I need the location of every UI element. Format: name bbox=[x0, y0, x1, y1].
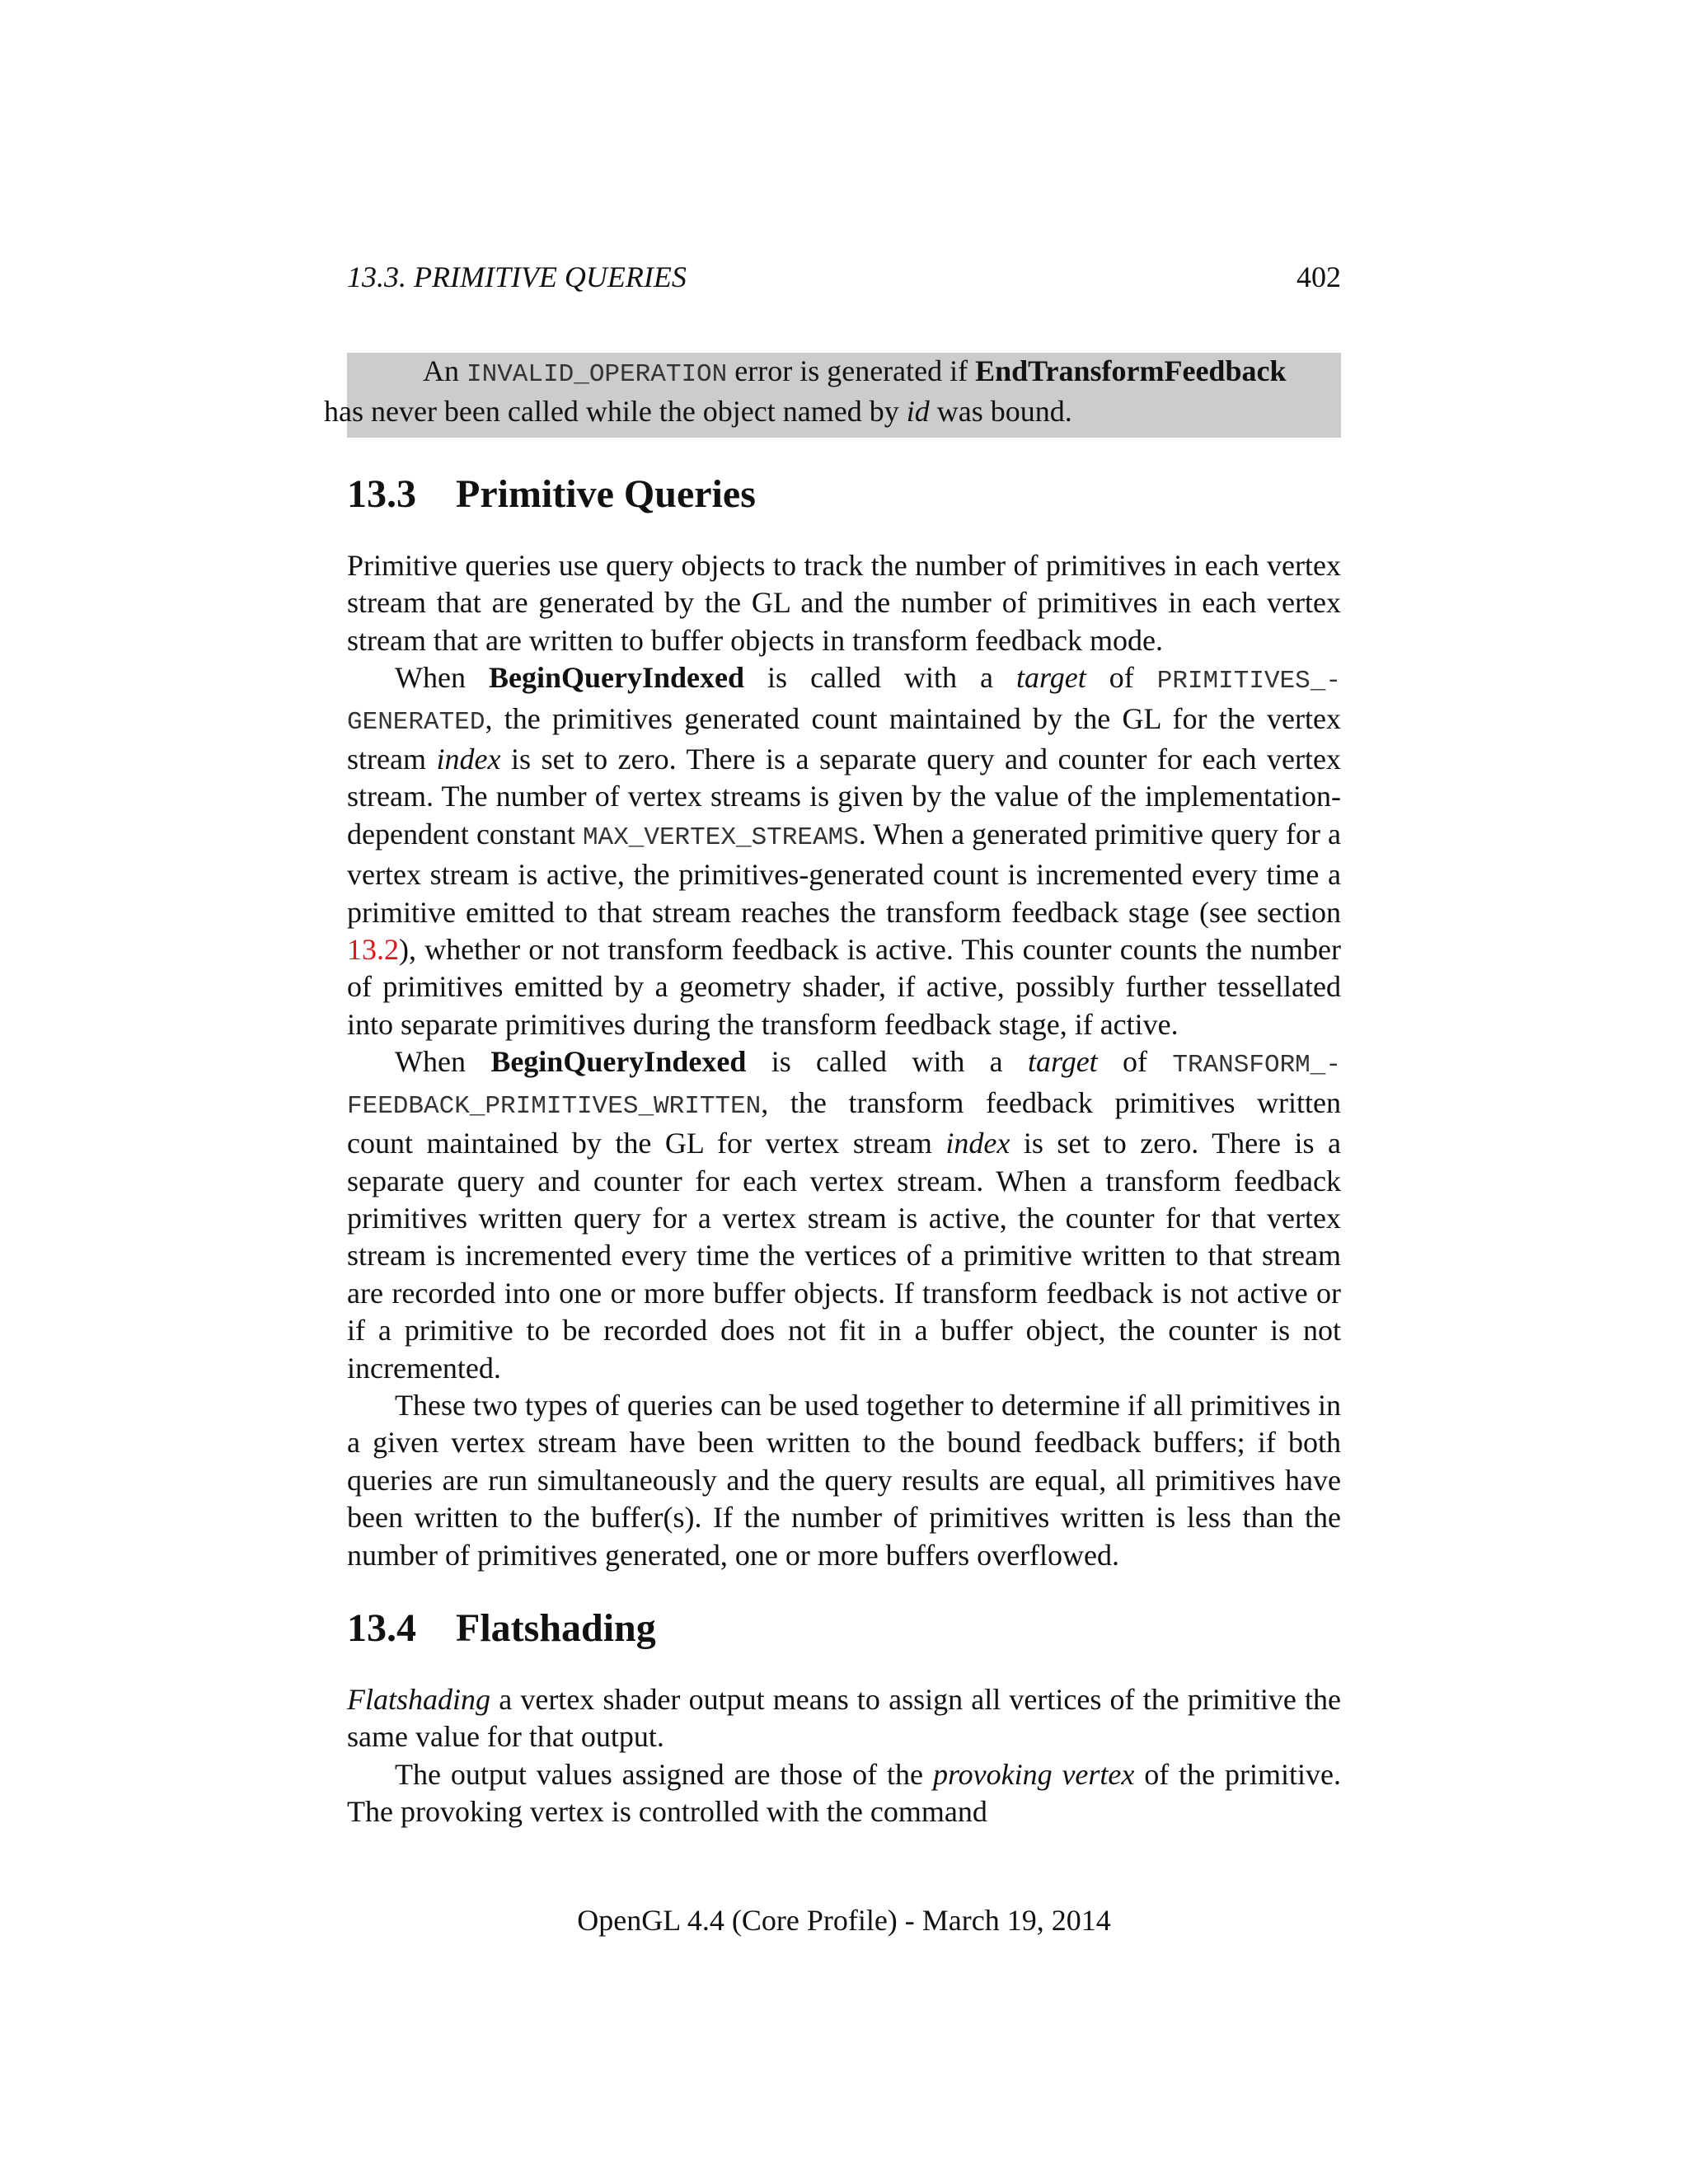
param-name: index bbox=[436, 743, 501, 776]
constant-name: PRIMITIVES_-GENERATED bbox=[347, 667, 1341, 737]
term: Flatshading bbox=[347, 1683, 491, 1716]
section-title: Primitive Queries bbox=[456, 472, 756, 516]
term: provoking vertex bbox=[932, 1757, 1135, 1791]
paragraph bbox=[347, 1756, 1341, 1831]
text-run: The output values assigned are those of the bbox=[395, 1757, 933, 1791]
running-header bbox=[347, 257, 1341, 297]
constant-name: TRANSFORM_-FEEDBACK_PRIMITIVES_WRITTEN bbox=[347, 1051, 1341, 1121]
text-run: ), whether or not transform feedback is active. This counter counts the number of primitives emitted by a geometry shader, if active, possibly further tessellated into separate primitives during the transform feedback stage, if active. bbox=[347, 933, 1341, 1041]
section-13-3-body bbox=[347, 547, 1341, 1574]
text-run: is called with a bbox=[744, 661, 1017, 695]
param-name: target bbox=[1016, 661, 1086, 695]
text-run: is set to zero. There is a separate query and counter for each vertex stream. When a transform feedback primitives written query for a vertex stream is active, the counter for that vertex stream is incremented every time the vertices of a primitive written to that stream are recorded into one or more buffer objects. If transform feedback is not active or if a primitive to be recorded does not fit in a buffer object, the counter is not incremented. bbox=[347, 1127, 1341, 1385]
text-run: of the primitive. The provoking vertex is controlled with the command bbox=[347, 1757, 1342, 1829]
paragraph bbox=[347, 1043, 1341, 1387]
error-note-text bbox=[324, 353, 1315, 431]
page-footer: OpenGL 4.4 (Core Profile) - March 19, 2014 bbox=[577, 1904, 1111, 1937]
note-line2b: was bound. bbox=[929, 395, 1072, 429]
note-line2a: has never been called while the object named by bbox=[324, 395, 907, 429]
running-header-title: 13.3. PRIMITIVE QUERIES bbox=[347, 260, 687, 293]
page-number: 402 bbox=[1296, 260, 1341, 293]
text-run: of bbox=[1097, 1045, 1173, 1079]
text-run: When bbox=[395, 1045, 491, 1079]
paragraph bbox=[347, 659, 1341, 1043]
section-number: 13.3 bbox=[347, 472, 416, 516]
section-heading-13-4 bbox=[347, 1604, 656, 1653]
text-run: a vertex shader output means to assign all vertices of the primitive the same value for that output. bbox=[347, 1683, 1341, 1754]
error-code: INVALID_OPERATION bbox=[467, 360, 728, 389]
section-number: 13.4 bbox=[347, 1606, 416, 1650]
text-run: , the primitives generated count maintained by the GL for the vertex stream bbox=[347, 701, 1341, 776]
command-name: BeginQueryIndexed bbox=[490, 1045, 747, 1079]
id-param: id bbox=[906, 395, 930, 429]
text-run: . When a generated primitive query for a vertex stream is active, the primitives-generated count is incremented every time a primitive emitted to that stream reaches the transform feedback stage (see section bbox=[347, 817, 1341, 929]
param-name: target bbox=[1028, 1045, 1098, 1079]
text-run: is called with a bbox=[746, 1045, 1029, 1079]
section-13-4-body bbox=[347, 1681, 1341, 1831]
text-run: of bbox=[1085, 661, 1157, 695]
param-name: index bbox=[945, 1127, 1010, 1160]
note-mid: error is generated if bbox=[727, 354, 976, 387]
section-heading-13-3 bbox=[347, 470, 756, 519]
text-run: , the transform feedback primitives written count maintained by the GL for vertex stream bbox=[347, 1085, 1341, 1160]
note-prefix: An bbox=[423, 354, 467, 387]
paragraph bbox=[347, 1681, 1341, 1756]
command-name: BeginQueryIndexed bbox=[488, 661, 745, 695]
paragraph: Primitive queries use query objects to track the number of primitives in each vertex stream that are generated by the GL and the number of primitives in each vertex stream that are written to buffer objects in transform feedback mode. bbox=[347, 549, 1341, 657]
constant-name: MAX_VERTEX_STREAMS bbox=[582, 823, 859, 852]
section-title: Flatshading bbox=[456, 1606, 656, 1650]
section-ref-link[interactable]: 13.2 bbox=[347, 933, 399, 967]
text-run: When bbox=[395, 661, 489, 695]
error-note-box bbox=[324, 353, 1341, 438]
paragraph: These two types of queries can be used together to determine if all primitives in a given vertex stream have been written to the bound feedback buffers; if both queries are run simultaneously and the query results are equal, all primitives have been written to the buffer(s). If the number of primitives written is less than the number of primitives generated, one or more buffers overflowed. bbox=[347, 1388, 1341, 1572]
text-run: is set to zero. There is a separate query and counter for each vertex stream. The number of vertex streams is given by the value of the implementation-dependent constant bbox=[347, 743, 1342, 851]
command-name: EndTransformFeedback bbox=[975, 354, 1287, 387]
